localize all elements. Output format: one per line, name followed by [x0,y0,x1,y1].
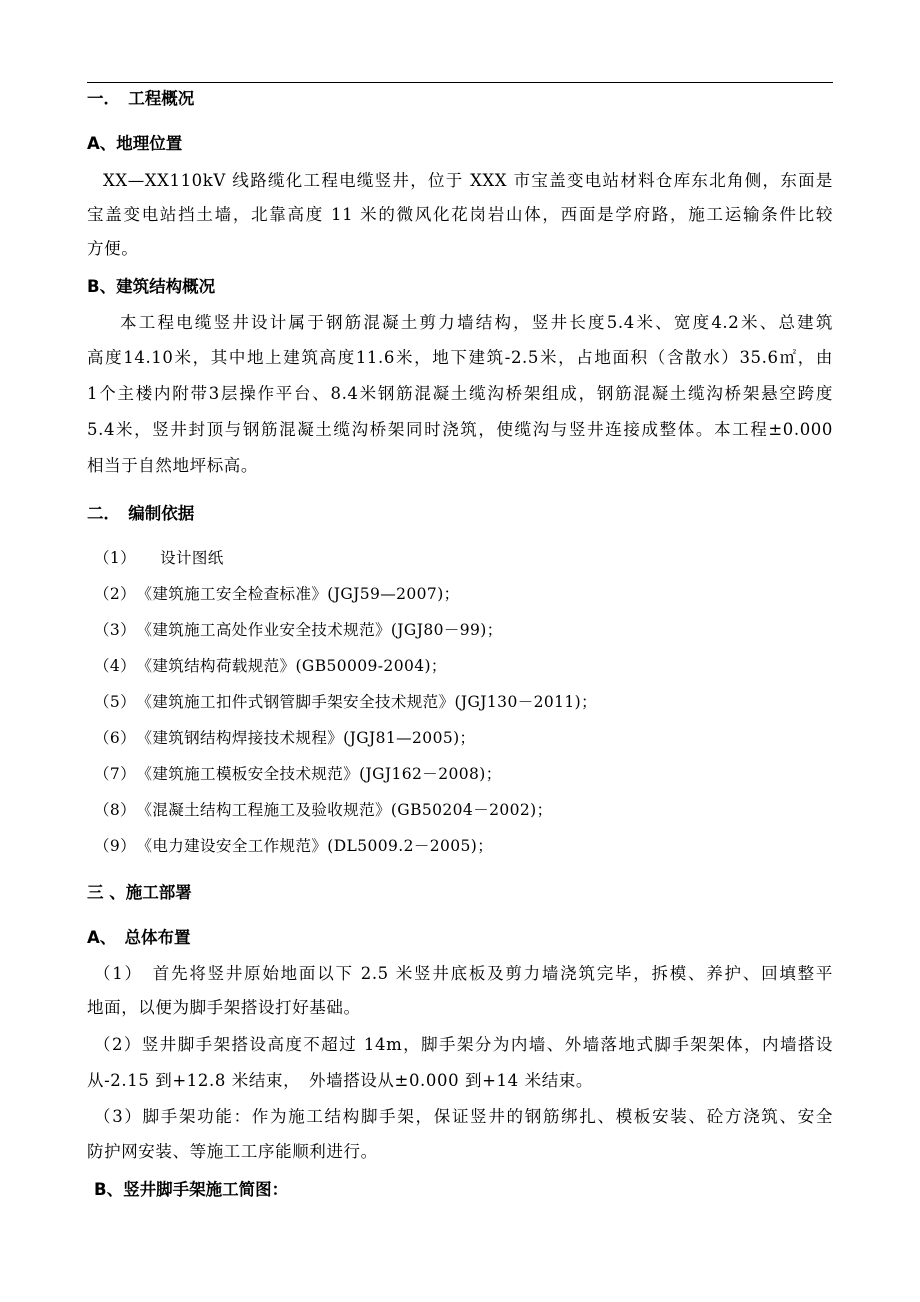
section-3a-line-3: （2）竖井脚手架搭设高度不超过 14m，脚手架分为内墙、外墙落地式脚手架架体，内墙搭设 [94,1035,833,1054]
section-1b-line-4: 5.4米，竖井封顶与钢筋混凝土缆沟桥架同时浇筑，使缆沟与竖井连接成整体。本工程±0.000 [87,420,833,439]
section-1-title: 一． 工程概况 [87,89,195,108]
section-1b-title: B、建筑结构概况 [87,277,216,296]
section-1a-line-3: 方便。 [87,239,139,258]
reference-item-9: （9） 《电力建设安全工作规范》(DL5009.2－2005)； [94,837,494,855]
reference-item-5: （5） 《建筑施工扣件式钢管脚手架安全技术规范》(JGJ130－2011)； [94,693,597,711]
reference-item-1: （1） 设计图纸 [94,549,224,567]
section-1b-line-5: 相当于自然地坪标高。 [87,456,258,475]
section-3a-line-2: 地面，以便为脚手架搭设打好基础。 [87,998,361,1017]
section-1b-line-3: 1个主楼内附带3层操作平台、8.4米钢筋混凝土缆沟桥架组成，钢筋混凝土缆沟桥架悬空跨度 [87,384,833,403]
section-1b-line-2: 高度14.10米，其中地上建筑高度11.6米，地下建筑-2.5米，占地面积（含散水）35.6㎡，由 [87,348,833,367]
reference-item-6: （6） 《建筑钢结构焊接技术规程》(JGJ81—2005)； [94,729,476,747]
reference-item-3: （3） 《建筑施工高处作业安全技术规范》(JGJ80－99)； [94,621,503,639]
section-3a-line-6: 防护网安装、等施工工序能顺利进行。 [87,1142,378,1161]
section-1a-line-1: XX—XX110kV 线路缆化工程电缆竖井，位于 XXX 市宝盖变电站材料仓库东北角侧，东面是 [103,171,833,190]
section-3a-title: A、 总体布置 [87,928,191,947]
section-3b-title: B、竖井脚手架施工简图： [94,1180,289,1199]
section-2-title: 二． 编制依据 [87,504,195,523]
section-1a-title: A、地理位置 [87,134,183,153]
section-1b-line-1: 本工程电缆竖井设计属于钢筋混凝土剪力墙结构，竖井长度5.4米、宽度4.2米、总建筑 [120,313,833,332]
section-1a-line-2: 宝盖变电站挡土墙，北靠高度 11 米的微风化花岗岩山体，西面是学府路，施工运输条件比较 [87,205,833,224]
reference-item-4: （4） 《建筑结构荷载规范》(GB50009-2004)； [94,657,447,675]
reference-item-8: （8） 《混凝土结构工程施工及验收规范》(GB50204－2002)； [94,801,553,819]
header-rule [87,82,833,83]
reference-item-2: （2） 《建筑施工安全检查标准》(JGJ59—2007)； [94,585,460,603]
section-3a-line-4: 从-2.15 到+12.8 米结束， 外墙搭设从±0.000 到+14 米结束。 [87,1071,593,1090]
reference-item-7: （7） 《建筑施工模板安全技术规范》(JGJ162－2008)； [94,765,502,783]
section-3a-line-5: （3）脚手架功能：作为施工结构脚手架，保证竖井的钢筋绑扎、模板安装、砼方浇筑、安全 [94,1107,833,1126]
section-3-title: 三 、施工部署 [87,883,192,902]
section-3a-line-1: （1） 首先将竖井原始地面以下 2.5 米竖井底板及剪力墙浇筑完毕，拆模、养护、回填整平 [94,964,833,983]
